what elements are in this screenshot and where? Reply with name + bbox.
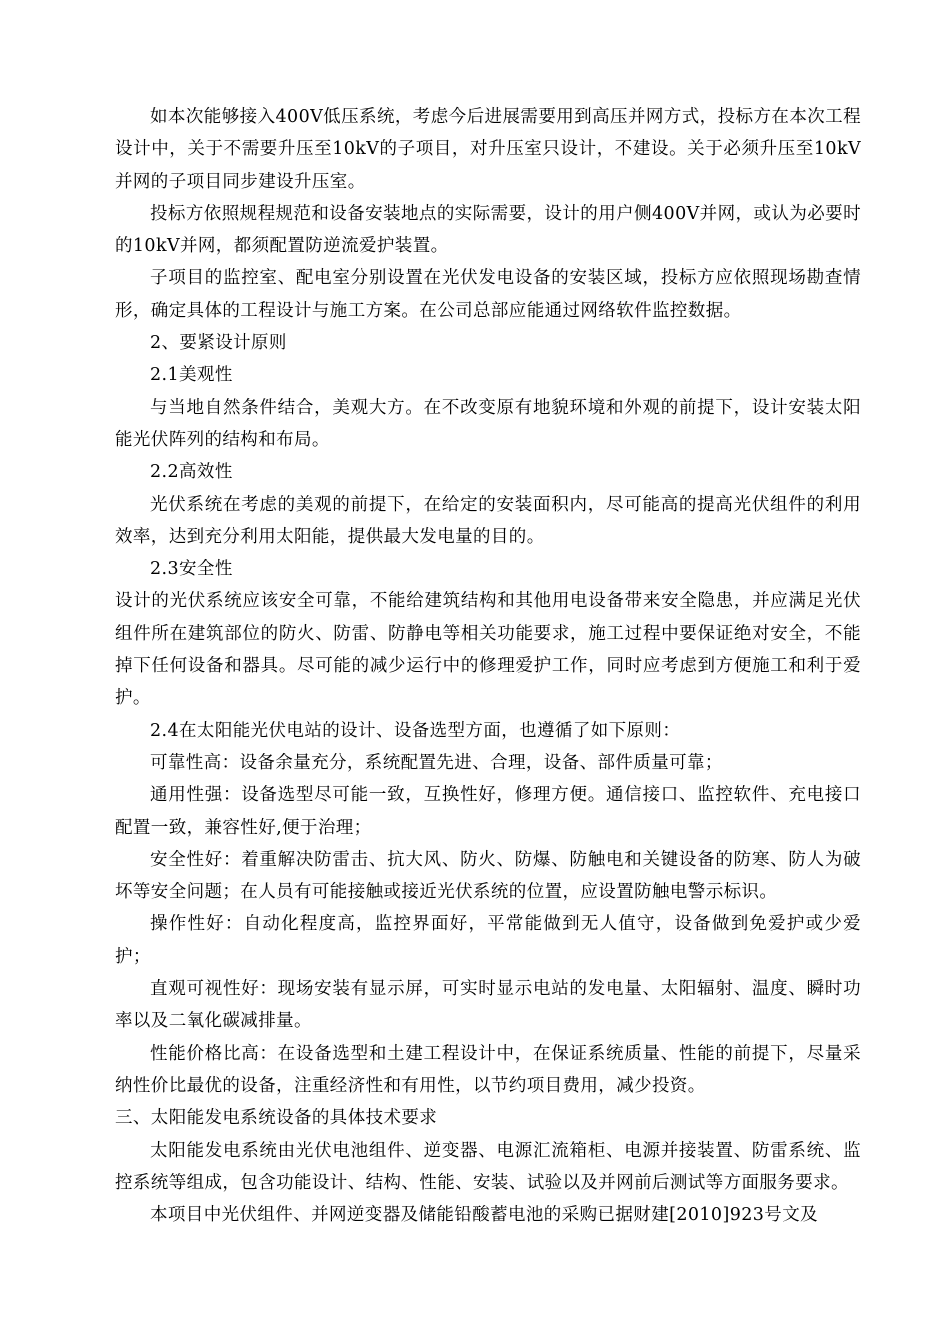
subheading-efficiency: 2.2高效性 bbox=[150, 462, 233, 483]
paragraph-versatility: 通用性强：设备选型尽可能一致，互换性好，修理方便。通信接口、监控软件、充电接口配置一致，兼容性好,便于治理； bbox=[115, 785, 861, 838]
paragraph-safety: 设计的光伏系统应该安全可靠，不能给建筑结构和其他用电设备带来安全隐患，并应满足光伏组件所在建筑部位的防火、防雷、防静电等相关功能要求，施工过程中要保证绝对安全，不能掉下任何设备和器具。尽可能的减少运行中的修理爱护工作，同时应考虑到方便施工和利于爱护。 bbox=[115, 591, 861, 709]
paragraph-system-composition: 太阳能发电系统由光伏电池组件、逆变器、电源汇流箱柜、电源并接装置、防雷系统、监控系统等组成，包含功能设计、结构、性能、安装、试验以及并网前后测试等方面服务要求。 bbox=[115, 1140, 861, 1193]
document-body bbox=[115, 101, 861, 1231]
subheading-safety: 2.3安全性 bbox=[150, 559, 233, 580]
subheading-aesthetics: 2.1美观性 bbox=[150, 365, 233, 386]
paragraph-operability: 操作性好：自动化程度高，监控界面好，平常能做到无人值守，设备做到免爱护或少爱护； bbox=[115, 914, 861, 967]
paragraph-security: 安全性好：着重解决防雷击、抗大风、防火、防爆、防触电和关键设备的防寒、防人为破坏等安全问题；在人员有可能接触或接近光伏系统的位置，应设置防触电警示标识。 bbox=[115, 849, 861, 903]
paragraph-reliability: 可靠性高：设备余量充分，系统配置先进、合理，设备、部件质量可靠； bbox=[150, 752, 723, 773]
section-heading-design-principles: 2、要紧设计原则 bbox=[150, 333, 287, 354]
paragraph-cost-performance: 性能价格比高：在设备选型和土建工程设计中，在保证系统质量、性能的前提下，尽量采纳性价比最优的设备，注重经济性和有用性，以节约项目费用，减少投资。 bbox=[115, 1043, 861, 1096]
paragraph-anti-backflow: 投标方依照规程规范和设备安装地点的实际需要，设计的用户侧400V并网，或认为必要时的10kV并网，都须配置防逆流爱护装置。 bbox=[115, 203, 861, 257]
paragraph-low-voltage-access: 如本次能够接入400V低压系统，考虑今后进展需要用到高压并网方式，投标方在本次工程设计中，关于不需要升压至10kV的子项目，对升压室只设计，不建设。关于必须升压至10kV并网的子项目同步建设升压室。 bbox=[115, 107, 861, 192]
paragraph-efficiency: 光伏系统在考虑的美观的前提下，在给定的安装面积内，尽可能高的提高光伏组件的利用效率，达到充分利用太阳能，提供最大发电量的目的。 bbox=[115, 494, 861, 547]
paragraph-aesthetics: 与当地自然条件结合，美观大方。在不改变原有地貌环境和外观的前提下，设计安装太阳能光伏阵列的结构和布局。 bbox=[115, 397, 861, 450]
subheading-equipment-selection: 2.4在太阳能光伏电站的设计、设备选型方面，也遵循了如下原则： bbox=[150, 720, 681, 741]
paragraph-procurement: 本项目中光伏组件、并网逆变器及储能铅酸蓄电池的采购已据财建[2010]923号文及 bbox=[150, 1205, 818, 1226]
paragraph-monitoring-room: 子项目的监控室、配电室分别设置在光伏发电设备的安装区域，投标方应依照现场勘查情形，确定具体的工程设计与施工方案。在公司总部应能通过网络软件监控数据。 bbox=[115, 268, 861, 321]
section-heading-technical-requirements: 三、太阳能发电系统设备的具体技术要求 bbox=[115, 1108, 438, 1129]
paragraph-visibility: 直观可视性好：现场安装有显示屏，可实时显示电站的发电量、太阳辐射、温度、瞬时功率以及二氧化碳减排量。 bbox=[115, 979, 861, 1032]
